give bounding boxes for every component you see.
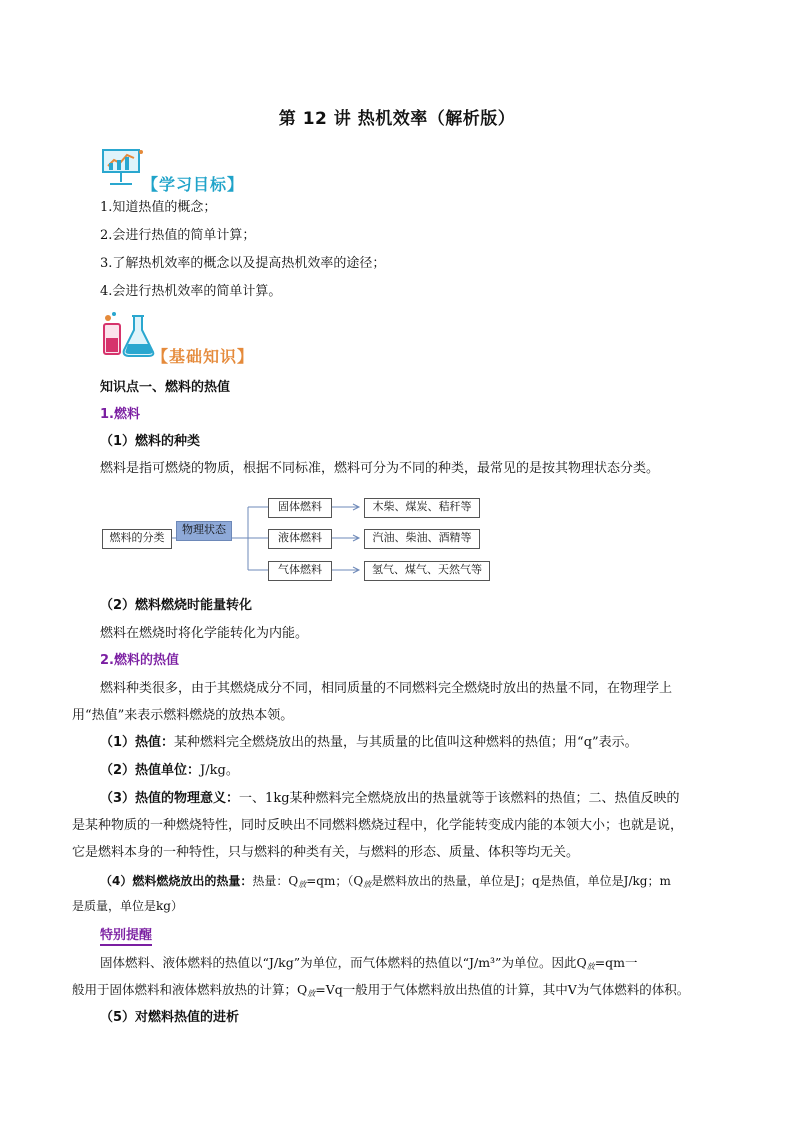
- paragraph: 燃料在燃烧时将化学能转化为内能。: [100, 626, 309, 641]
- diagram-state-box: 固体燃料: [268, 498, 332, 518]
- paragraph: 燃料种类很多，由于其燃烧成分不同，相同质量的不同燃料完全燃烧时放出的热量不同，在物理学上: [100, 681, 673, 696]
- definition-item: [100, 761, 239, 781]
- goal-item: 1.知道热值的概念；: [100, 200, 217, 215]
- easel-chart-icon: [100, 146, 146, 186]
- formula-subscript: 放: [363, 880, 372, 889]
- definition-label: （2）热值单位：: [100, 763, 201, 778]
- definition-label: （1）热值：: [100, 735, 175, 750]
- diagram-example-box: 汽油、柴油、酒精等: [364, 529, 480, 549]
- formula-subscript: 放: [307, 989, 316, 998]
- diagram-example-box: 木柴、煤炭、秸秆等: [364, 498, 480, 518]
- goal-item: 2.会进行热值的简单计算；: [100, 228, 256, 243]
- formula-subscript: 放: [298, 880, 307, 889]
- formula-text: 是燃料放出的热量，单位是J；q是热值，单位是J/kg；m: [371, 874, 671, 888]
- definition-text: 一、1kg某种燃料完全燃烧放出的热量就等于该燃料的热值；二、热值反映的: [239, 791, 680, 806]
- definition-text: J/kg。: [200, 763, 239, 778]
- flask-icon: [100, 310, 156, 360]
- goal-item: 3.了解热机效率的概念以及提高热机效率的途径；: [100, 256, 386, 271]
- paragraph: 用“热值”来表示燃料燃烧的放热本领。: [72, 708, 294, 723]
- subsection-heading: （5）对燃料热值的进析: [100, 1010, 240, 1025]
- diagram-state-box: 液体燃料: [268, 529, 332, 549]
- basic-knowledge-banner: 【基础知识】: [152, 347, 255, 366]
- definition-text: 某种燃料完全燃烧放出的热量，与其质量的比值叫这种燃料的热值；用“q”表示。: [174, 735, 638, 750]
- paragraph: 是质量，单位是kg）: [72, 899, 183, 913]
- definition-item: [100, 871, 671, 895]
- subsection-heading: （2）燃料燃烧时能量转化: [100, 598, 253, 613]
- diagram-example-box: 氢气、煤气、天然气等: [364, 561, 490, 581]
- definition-label: （4）燃料燃烧放出的热量：: [100, 874, 253, 888]
- diagram-root-box: 燃料的分类: [102, 529, 172, 549]
- definition-item: [100, 789, 680, 809]
- formula-text: 热量：Q: [252, 874, 299, 888]
- page-title: 第 12 讲 热机效率（解析版）: [278, 109, 516, 129]
- paragraph: 是某种物质的一种燃烧特性，同时反映出不同燃料燃烧过程中，化学能转变成内能的本领大小；也就是说，: [72, 818, 684, 833]
- section-heading: 2.燃料的热值: [100, 653, 179, 668]
- paragraph: 燃料是指可燃烧的物质，根据不同标准，燃料可分为不同的种类，最常见的是按其物理状态分类。: [100, 461, 660, 476]
- note-line: 固体燃料、液体燃料的热值以“J/kg”为单位，而气体燃料的热值以“J/m³”为单位。因此$Q_放=qm$一: [100, 955, 638, 971]
- special-note-label: 特别提醒: [100, 924, 152, 943]
- learning-goals-banner: 【学习目标】: [142, 175, 245, 194]
- fuel-classification-diagram: [100, 493, 500, 585]
- formula-text: =qm；（Q: [306, 874, 364, 888]
- section-heading: 1.燃料: [100, 407, 140, 422]
- formula-subscript: 放: [586, 962, 595, 971]
- definition-label: （3）热值的物理意义：: [100, 791, 240, 806]
- diagram-criterion-box: 物理状态: [176, 521, 232, 541]
- paragraph: 它是燃料本身的一种特性，只与燃料的种类有关，与燃料的形态、质量、体积等均无关。: [72, 845, 580, 860]
- definition-item: [100, 733, 638, 753]
- note-line: 般用于固体燃料和液体燃料放热的计算；$Q_放=Vq$一般用于气体燃料放出热值的计算，其中V为气体燃料的体积。: [72, 982, 690, 998]
- goal-item: 4.会进行热机效率的简单计算。: [100, 284, 282, 299]
- subsection-heading: （1）燃料的种类: [100, 434, 201, 449]
- diagram-state-box: 气体燃料: [268, 561, 332, 581]
- knowledge-point-heading: 知识点一、燃料的热值: [100, 380, 231, 395]
